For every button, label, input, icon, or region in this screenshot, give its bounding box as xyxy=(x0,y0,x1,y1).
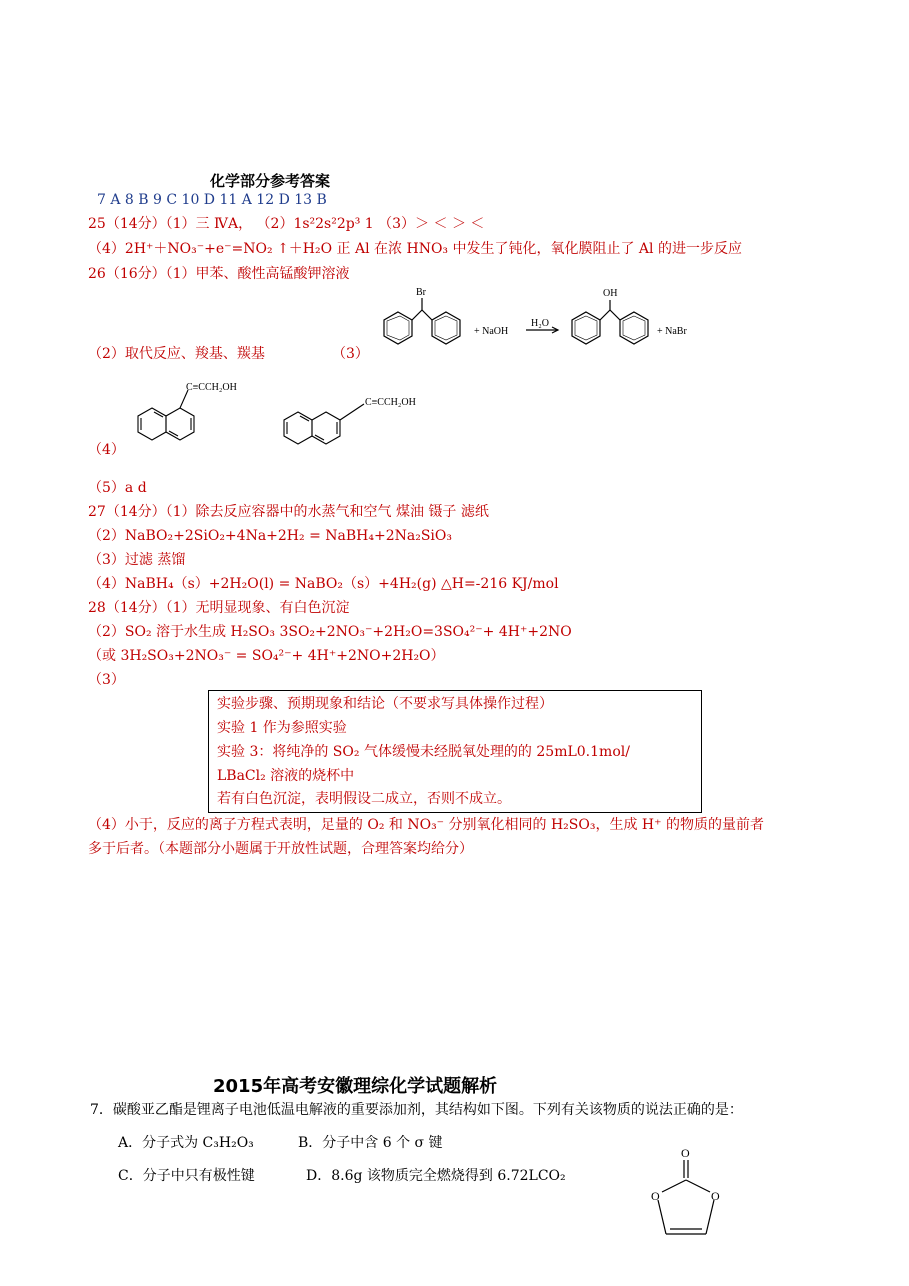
q28-part2a: （2）SO₂ 溶于水生成 H₂SO₃ 3SO₂+2NO₃⁻+2H₂O=3SO₄²⁻+ 4H⁺+2NO xyxy=(88,624,572,640)
q27-part4: （4）NaBH₄（s）+2H₂O(l) = NaBO₂（s）+4H₂(g) △H=-216 KJ/mol xyxy=(88,576,559,592)
table-row: 若有白色沉淀，表明假设二成立，否则不成立。 xyxy=(217,791,511,807)
struct1-label: C≡CCH₂OH xyxy=(186,382,237,393)
reaction-scheme xyxy=(376,282,716,362)
q7-stem: 7．碳酸亚乙酯是锂离子电池低温电解液的重要添加剂，其结构如下图。下列有关该物质的说法正确的是： xyxy=(90,1102,743,1118)
q26-part2: （2）取代反应、羧基、羰基 xyxy=(88,346,265,362)
q7-option-a: A．分子式为 C₃H₂O₃ xyxy=(118,1135,254,1151)
table-row: LBaCl₂ 溶液的烧杯中 xyxy=(217,768,355,784)
analysis-title: 2015年高考安徽理综化学试题解析 xyxy=(213,1076,498,1097)
q28-part3-label: （3） xyxy=(88,672,125,688)
q27-head: 27（14分）（1）除去反应容器中的水蒸气和空气 煤油 镊子 滤纸 xyxy=(88,504,489,520)
arrow-label: H₂O xyxy=(531,318,549,329)
q28-head: 28（14分）（1）无明显现象、有白色沉淀 xyxy=(88,600,350,616)
br-label: Br xyxy=(416,287,426,298)
q27-part3: （3）过滤 蒸馏 xyxy=(88,552,186,568)
top-oxygen: O xyxy=(681,1146,690,1160)
answer-key-title: 化学部分参考答案 xyxy=(210,172,331,190)
q7-option-d: D．8.6g 该物质完全燃烧得到 6.72LCO₂ xyxy=(306,1168,566,1184)
naphthalene-structures xyxy=(128,378,458,458)
table-row: 实验 1 作为参照实验 xyxy=(217,720,347,736)
right-oxygen: O xyxy=(711,1189,720,1203)
ethylene-carbonate-structure xyxy=(642,1142,732,1262)
experiment-table xyxy=(208,690,702,813)
left-oxygen: O xyxy=(651,1189,660,1203)
q28-part4b: 多于后者。（本题部分小题属于开放性试题，合理答案均给分） xyxy=(88,841,473,857)
q27-part2: （2）NaBO₂+2SiO₂+4Na+2H₂ = NaBH₄+2Na₂SiO₃ xyxy=(88,528,452,544)
oh-label: OH xyxy=(603,288,618,299)
q26-head: 26（16分）（1）甲苯、酸性高锰酸钾溶液 xyxy=(88,266,350,282)
struct2-label: C≡CCH₂OH xyxy=(365,397,416,408)
q26-part4-label: （4） xyxy=(88,442,125,458)
q26-part3-label: （3） xyxy=(332,346,369,362)
q7-option-b: B．分子中含 6 个 σ 键 xyxy=(298,1135,443,1151)
q25-head: 25（14分）（1）三 ⅣA， （2）1s²2s²2p³ 1 （3）＞ ＜ ＞ ＜ xyxy=(88,216,485,232)
q28-part4a: （4）小于，反应的离子方程式表明，足量的 O₂ 和 NO₃⁻ 分别氧化相同的 H₂SO₃，生成 H⁺ 的物质的量前者 xyxy=(88,817,764,833)
q26-part5: （5）a d xyxy=(88,480,147,496)
naoh-label: + NaOH xyxy=(474,326,509,337)
q25-part4: （4）2H⁺＋NO₃⁻+e⁻=NO₂ ↑＋H₂O 正 Al 在浓 HNO₃ 中发生了钝化，氧化膜阻止了 Al 的进一步反应 xyxy=(88,241,742,257)
q28-part2b: （或 3H₂SO₃+2NO₃⁻ = SO₄²⁻+ 4H⁺+2NO+2H₂O） xyxy=(88,648,445,664)
nabr-label: + NaBr xyxy=(657,326,687,337)
table-row: 实验步骤、预期现象和结论（不要求写具体操作过程） xyxy=(217,696,553,712)
table-row: 实验 3：将纯净的 SO₂ 气体缓慢未经脱氧处理的的 25mL0.1mol/ xyxy=(217,744,630,760)
q7-option-c: C．分子中只有极性键 xyxy=(118,1168,255,1184)
mcq-answers: 7 A 8 B 9 C 10 D 11 A 12 D 13 B xyxy=(97,192,327,208)
